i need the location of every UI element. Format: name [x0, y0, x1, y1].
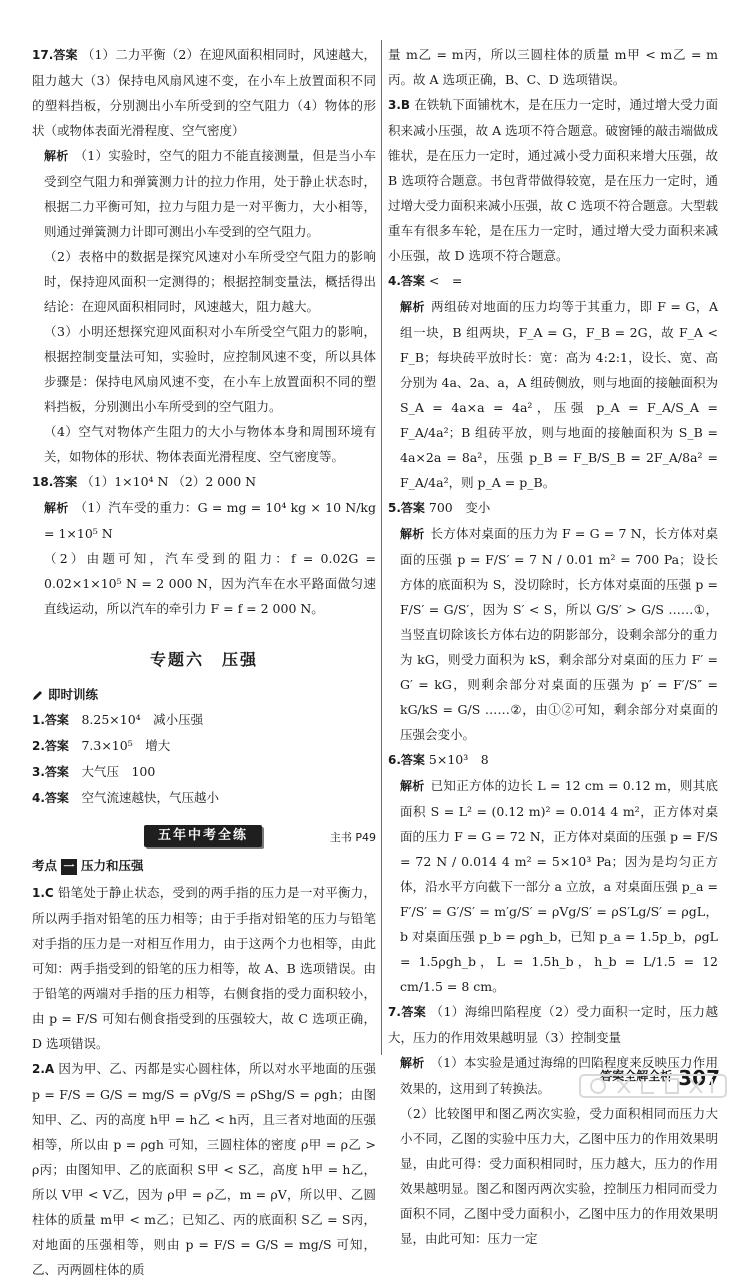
q7-explain-label: 解析 — [400, 1056, 425, 1070]
q17-answer — [32, 42, 376, 143]
keypoint-title-text: 压力和压强 — [81, 858, 144, 873]
q4-answer — [388, 268, 718, 294]
exam-banner: 五年中考全练 — [144, 825, 262, 847]
q6-explain-text: 已知正方体的边长 L = 12 cm = 0.12 m，则其底面积 S = L² = (0.12 m)² = 0.014 4 m²，正方体对桌面的压力 F = G = 72 N，正方体对桌面的压强 p = F/S = 72 N / 0.014 4 m² = 5×10³ Pa；因为是均匀正方体，沿水平方向截下一部分 a 立放，a 对桌面压强 p_a = F′/S′ = G′/S′ = m′g/S′ = ρVg/S′ = ρS′Lg/S′ = ρgL，b 对桌面压强 p_b = ρgh_b，已知 p_a = 1.5p_b，ρgL = 1.5ρgh_b，L = 1.5h_b，h_b = L/1.5 = 12 cm/1.5 = 8 cm。 — [400, 778, 718, 994]
q6-answer — [388, 747, 718, 773]
footer-brand: 答案全解全析 — [600, 1069, 673, 1083]
q18-explain-1 — [32, 495, 376, 546]
drill-3-answer: 大气压 100 — [81, 764, 156, 779]
q18-head: 18.答案 — [32, 475, 78, 489]
drill-4-answer: 空气流速越快，气压越小 — [81, 790, 219, 805]
q18-answer-text: （1）1×10⁴ N （2）2 000 N — [81, 474, 257, 489]
keypoint-prefix: 考点 — [32, 858, 58, 873]
q7-explain-1-text: （1）本实验是通过海绵的凹陷程度来反映压力作用效果的，这用到了转换法。 — [400, 1055, 718, 1096]
exam-banner-row — [32, 823, 376, 849]
drill-2-head: 2.答案 — [32, 739, 69, 753]
q4-explain — [388, 294, 718, 495]
q3-head: 3.B — [388, 98, 411, 112]
q5-explain — [388, 521, 718, 747]
q17-explain-4: （4）空气对物体产生阻力的大小与物体本身和周围环境有关，如物体的形状、物体表面光滑程度、空气密度等。 — [44, 424, 376, 464]
q4-head: 4.答案 — [388, 274, 425, 288]
q4-answer-text: < = — [428, 273, 463, 288]
q3-text: 在铁轨下面铺枕木，是在压力一定时，通过增大受力面积来减小压强，故 A 选项不符合题意。破窗锤的敲击端做成锥状，是在压力一定时，通过减小受力面积来增大压强，故 B 选项符合题意。书包背带做得较宽，是在压力一定时，通过增大受力面积来减小压强，故 C 选项不符合题意。大型载重车有很多车轮，是在压力一定时，通过增大受力面积来减小压强，故 D 选项不符合题意。 — [388, 97, 719, 263]
q6-explain — [388, 773, 718, 999]
keypoint-title — [32, 853, 376, 878]
q2-continued: 量 m乙 = m丙，所以三圆柱体的质量 m甲 < m乙 = m丙。故 A 选项正确，B、C、D 选项错误。 — [388, 47, 718, 87]
main-book-ref: 主书 P49 — [329, 831, 376, 844]
q17-answer-text: （1）二力平衡（2）在迎风面积相同时，风速越大，阻力越大（3）保持电风扇风速不变，在小车上放置面积不同的塑料挡板，分别测出小车所受到的空气阻力（4）物体的形状（或物体表面光滑程度、空气密度） — [32, 47, 376, 138]
q7-answer — [388, 999, 718, 1050]
drill-1-answer: 8.25×10⁴ 减小压强 — [81, 712, 204, 727]
q18-answer — [32, 469, 376, 495]
q1-text: 铅笔处于静止状态，受到的两手指的压力是一对平衡力，所以两手指对铅笔的压力相等；由于手指对铅笔的压力与铅笔对手指的压力是一对相互作用力，由于这两个力也相等，由此可知：两手指受到的铅笔的压力相等，故 A、B 选项错误。由于铅笔的两端对手指的压力相等，右侧食指的受力面积较小，由 p = F/S 可知右侧食指受到的压强较大，故 C 选项正确，D 选项错误。 — [32, 885, 376, 1051]
q7-head: 7.答案 — [388, 1005, 427, 1019]
q6-answer-text: 5×10³ 8 — [428, 752, 489, 767]
q5-answer-text: 700 变小 — [428, 500, 491, 515]
q1-head: 1.C — [32, 886, 54, 900]
q5-explain-text: 长方体对桌面的压力为 F = G = 7 N，长方体对桌面的压强 p = F/S′ = 7 N / 0.01 m² = 700 Pa；设长方体的底面积为 S，没切除时，长方体对桌面的压强 p = F/S′ = G/S′，因为 S′ < S，所以 G/S′ > G/S ……①，当竖直切除该长方体右边的阴影部分，设剩余部分的重力为 kG，则受力面积为 kS，剩余部分对桌面的压力 F′ = G′ = kG，则剩余部分对桌面的压强为 p′ = F′/S″ = kG/kS = G/S ……②，由①②可知，剩余部分对桌面的压强会变小。 — [400, 526, 718, 742]
drill-item — [32, 759, 376, 785]
column-divider — [381, 40, 382, 1055]
q17-explain-1 — [32, 143, 376, 244]
drill-item — [32, 785, 376, 811]
drill-item — [32, 733, 376, 759]
q6-explain-label: 解析 — [400, 779, 425, 793]
q17-explain-2: （2）表格中的数据是探究风速对小车所受空气阻力的影响时，保持迎风面积一定测得的；根据控制变量法，概括得出结论：在迎风面积相同时，风速越大，阻力越大。 — [44, 249, 376, 314]
q17-head: 17.答案 — [32, 48, 78, 62]
keypoint-number: 一 — [61, 859, 77, 875]
drill-item — [32, 707, 376, 733]
q6-head: 6.答案 — [388, 753, 425, 767]
q17-explain-3: （3）小明还想探究迎风面积对小车所受空气阻力的影响，根据控制变量法可知，实验时，应控制风速不变，所以具体步骤是：保持电风扇风速不变，在小车上放置面积不同的塑料挡板，分别测出小车所受到的空气阻力。 — [44, 324, 376, 414]
q4-explain-text: 两组砖对地面的压力均等于其重力，即 F = G，A 组一块，B 组两块，F_A = G，F_B = 2G，故 F_A < F_B；每块砖平放时长：宽：高为 4:2:1，设长、宽、高分别为 4a、2a、a，A 组砖侧放，则与地面的接触面积为 S_A = 4a×a = 4a²，压强 p_A = F_A/S_A = F_A/4a²；B 组砖平放，则与地面的接触面积为 S_B = 4a×2a = 8a²，压强 p_B = F_B/S_B = 2F_A/8a² = F_A/4a²，则 p_A = p_B。 — [400, 299, 718, 490]
q18-explain-2: （2）由题可知，汽车受到的阻力：f = 0.02G = 0.02×1×10⁵ N = 2 000 N，因为汽车在水平路面做匀速直线运动，所以汽车的牵引力 F = f = 2 000 N。 — [44, 551, 376, 616]
pencil-icon — [32, 689, 44, 701]
q7-explain-2: （2）比较图甲和图乙两次实验，受力面积相同而压力大小不同，乙图的实验中压力大，乙图中压力的作用效果明显，由此可得：受力面积相同时，压力越大，压力的作用效果越明显。图乙和图丙两次实验，控制压力相同而受力面积不同，乙图中受力面积小，乙图中压力的作用效果明显，由此可知：压力一定 — [400, 1106, 718, 1246]
drill-4-head: 4.答案 — [32, 791, 69, 805]
page-number: 307 — [678, 1066, 720, 1090]
q2-head: 2.A — [32, 1062, 55, 1076]
drill-2-answer: 7.3×10⁵ 增大 — [81, 738, 171, 753]
q5-explain-label: 解析 — [400, 527, 425, 541]
q3-solution — [388, 92, 718, 268]
drill-3-head: 3.答案 — [32, 765, 69, 779]
q4-explain-label: 解析 — [400, 300, 426, 314]
q2-solution — [32, 1056, 376, 1282]
drill-1-head: 1.答案 — [32, 713, 69, 727]
topic-title: 专题六 压强 — [149, 650, 258, 669]
watermark-logo-icon — [578, 1071, 728, 1101]
q7-answer-text: （1）海绵凹陷程度（2）受力面积一定时，压力越大，压力的作用效果越明显（3）控制变量 — [388, 1004, 718, 1045]
left-column — [32, 42, 376, 1282]
drill-section-title — [32, 682, 376, 707]
q5-answer — [388, 495, 718, 521]
q2-text: 因为甲、乙、丙都是实心圆柱体，所以对水平地面的压强 p = F/S = G/S = mg/S = ρVg/S = ρShg/S = ρgh；由图知甲、乙、丙的高度 h甲 = h乙 < h丙，且三者对地面的压强相等，所以由 p = ρgh 可知，三圆柱体的密度 ρ甲 = ρ乙 > ρ丙；由图知甲、乙的底面积 S甲 < S乙，高度 h甲 = h乙，所以 V甲 < V乙，因为 ρ甲 = ρ乙，m = ρV，所以甲、乙圆柱体的质量 m甲 < m乙；已知乙、丙的底面积 S乙 = S丙，对地面的压强相等，则由 p = F/S = G/S = mg/S 可知，乙、丙两圆柱体的质 — [32, 1061, 376, 1277]
q5-head: 5.答案 — [388, 501, 425, 515]
drill-title-text: 即时训练 — [48, 687, 99, 702]
q17-explain-label: 解析 — [44, 149, 69, 163]
q18-explain-1-text: （1）汽车受的重力：G = mg = 10⁴ kg × 10 N/kg = 1×10⁵ N — [44, 500, 376, 541]
q1-solution — [32, 880, 376, 1056]
q18-explain-label: 解析 — [44, 501, 69, 515]
q17-explain-1-text: （1）实验时，空气的阻力不能直接测量，但是当小车受到空气阻力和弹簧测力计的拉力作用，处于静止状态时，根据二力平衡可知，拉力与阻力是一对平衡力，大小相等，则通过弹簧测力计即可测出小车受到的空气阻力。 — [44, 148, 376, 239]
